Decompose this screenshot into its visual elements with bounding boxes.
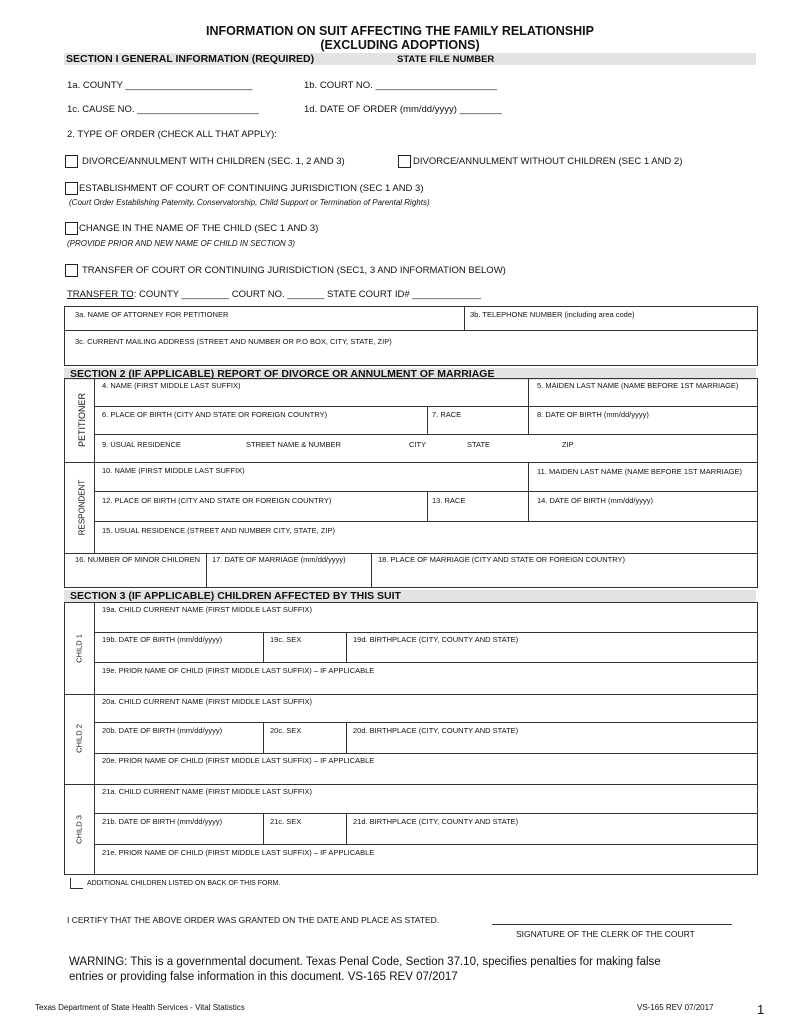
date-of-order-field[interactable]: 1d. DATE OF ORDER (mm/dd/yyyy) ________ xyxy=(304,104,502,115)
establishment-note: (Court Order Establishing Paternity, Conservatorship, Child Support or Termination of Parental Rights) xyxy=(69,198,430,207)
date-of-marriage-field[interactable]: 17. DATE OF MARRIAGE (mm/dd/yyyy) xyxy=(212,555,346,564)
additional-children-label: ADDITIONAL CHILDREN LISTED ON BACK OF THIS FORM. xyxy=(87,880,281,887)
child-1-birthplace-field[interactable]: 19d. BIRTHPLACE (CITY, COUNTY AND STATE) xyxy=(353,635,519,644)
transfer-to-fields: : COUNTY _________ COURT NO. _______ STATE COURT ID# _____________ xyxy=(133,289,481,300)
child-2-birthplace-field[interactable]: 20d. BIRTHPLACE (CITY, COUNTY AND STATE) xyxy=(353,726,519,735)
petitioner-label: PETITIONER xyxy=(77,393,87,448)
establishment-label: ESTABLISHMENT OF COURT OF CONTINUING JURISDICTION (SEC 1 AND 3) xyxy=(79,183,424,194)
establishment-checkbox[interactable] xyxy=(65,182,78,195)
petitioner-residence-field[interactable]: 9. USUAL RESIDENCE xyxy=(102,440,181,449)
child-1-label: CHILD 1 xyxy=(74,634,84,663)
divider xyxy=(427,491,428,521)
divider xyxy=(94,406,758,407)
page-number: 1 xyxy=(757,1002,765,1017)
child-2-prior-name-field[interactable]: 20e. PRIOR NAME OF CHILD (FIRST MIDDLE LAST SUFFIX) – IF APPLICABLE xyxy=(102,756,375,765)
divider xyxy=(94,521,758,522)
child-2-name-field[interactable]: 20a. CHILD CURRENT NAME (FIRST MIDDLE LAST SUFFIX) xyxy=(102,697,313,706)
child-1-name-field[interactable]: 19a. CHILD CURRENT NAME (FIRST MIDDLE LAST SUFFIX) xyxy=(102,605,313,614)
respondent-name-field[interactable]: 10. NAME (FIRST MIDDLE LAST SUFFIX) xyxy=(102,466,245,475)
child-3-prior-name-field[interactable]: 21e. PRIOR NAME OF CHILD (FIRST MIDDLE LAST SUFFIX) – IF APPLICABLE xyxy=(102,848,375,857)
child-3-sex-field[interactable]: 21c. SEX xyxy=(270,817,302,826)
footer-form-id: VS-165 REV 07/2017 xyxy=(637,1003,714,1012)
child-3-birthplace-field[interactable]: 21d. BIRTHPLACE (CITY, COUNTY AND STATE) xyxy=(353,817,519,826)
name-change-label: CHANGE IN THE NAME OF THE CHILD (SEC 1 AND 3) xyxy=(79,223,319,234)
type-of-order-label: 2. TYPE OF ORDER (CHECK ALL THAT APPLY): xyxy=(67,129,277,140)
petitioner-dob-field[interactable]: 8. DATE OF BIRTH (mm/dd/yyyy) xyxy=(537,410,649,419)
respondent-race-field[interactable]: 13. RACE xyxy=(432,496,466,505)
divider xyxy=(346,722,347,753)
child-1-sex-field[interactable]: 19c. SEX xyxy=(270,635,302,644)
warning-line-1: WARNING: This is a governmental document. Texas Penal Code, Section 37.10, specifies penalties for making false xyxy=(69,956,661,968)
divider xyxy=(94,491,758,492)
additional-children-checkbox[interactable] xyxy=(70,878,83,889)
attorney-name-field[interactable]: 3a. NAME OF ATTORNEY FOR PETITIONER xyxy=(75,310,229,319)
transfer-to-line[interactable] xyxy=(67,289,481,300)
divider xyxy=(263,632,264,662)
name-change-note: (PROVIDE PRIOR AND NEW NAME OF CHILD IN SECTION 3) xyxy=(67,239,296,248)
transfer-to-label: TRANSFER TO xyxy=(67,289,134,300)
divider xyxy=(94,753,758,754)
child-3-name-field[interactable]: 21a. CHILD CURRENT NAME (FIRST MIDDLE LAST SUFFIX) xyxy=(102,787,313,796)
divider xyxy=(94,378,95,553)
divider xyxy=(427,406,428,434)
section1-title: SECTION I GENERAL INFORMATION (REQUIRED) xyxy=(66,53,315,65)
divider xyxy=(64,553,758,554)
section3-title: SECTION 3 (IF APPLICABLE) CHILDREN AFFECTED BY THIS SUIT xyxy=(70,590,401,602)
divider xyxy=(94,602,95,875)
divorce-with-children-label: DIVORCE/ANNULMENT WITH CHILDREN (SEC. 1, 2 AND 3) xyxy=(82,156,345,167)
respondent-dob-field[interactable]: 14. DATE OF BIRTH (mm/dd/yyyy) xyxy=(537,496,653,505)
divider xyxy=(64,462,758,463)
child-3-dob-field[interactable]: 21b. DATE OF BIRTH (mm/dd/yyyy) xyxy=(102,817,223,826)
minor-children-field[interactable]: 16. NUMBER OF MINOR CHILDREN xyxy=(75,555,201,564)
respondent-label: RESPONDENT xyxy=(77,479,87,536)
divider xyxy=(94,662,758,663)
respondent-birthplace-field[interactable]: 12. PLACE OF BIRTH (CITY AND STATE OR FOREIGN COUNTRY) xyxy=(102,496,332,505)
divider xyxy=(94,632,758,633)
divider xyxy=(94,722,758,723)
transfer-checkbox[interactable] xyxy=(65,264,78,277)
section2-title: SECTION 2 (IF APPLICABLE) REPORT OF DIVORCE OR ANNULMENT OF MARRIAGE xyxy=(70,368,495,380)
form-subtitle: (EXCLUDING ADOPTIONS) xyxy=(320,38,480,52)
residence-city-label: CITY xyxy=(409,440,427,449)
divider xyxy=(263,813,264,844)
court-no-field[interactable]: 1b. COURT NO. _______________________ xyxy=(304,80,497,91)
place-of-marriage-field[interactable]: 18. PLACE OF MARRIAGE (CITY AND STATE OR FOREIGN COUNTRY) xyxy=(378,555,625,564)
child-3-label: CHILD 3 xyxy=(74,815,84,844)
child-1-prior-name-field[interactable]: 19e. PRIOR NAME OF CHILD (FIRST MIDDLE LAST SUFFIX) – IF APPLICABLE xyxy=(102,666,375,675)
petitioner-birthplace-field[interactable]: 6. PLACE OF BIRTH (CITY AND STATE OR FOREIGN COUNTRY) xyxy=(102,410,328,419)
divider xyxy=(464,306,465,330)
residence-street-label: STREET NAME & NUMBER xyxy=(246,440,341,449)
transfer-label: TRANSFER OF COURT OR CONTINUING JURISDICTION (SEC1, 3 AND INFORMATION BELOW) xyxy=(82,265,506,276)
divider xyxy=(64,694,758,695)
warning-line-2: entries or providing false information in this document. VS-165 REV 07/2017 xyxy=(69,971,458,983)
child-2-label: CHILD 2 xyxy=(74,724,84,753)
form-title: INFORMATION ON SUIT AFFECTING THE FAMILY RELATIONSHIP xyxy=(206,24,594,38)
state-file-number-label: STATE FILE NUMBER xyxy=(397,54,495,65)
divider xyxy=(206,553,207,588)
divider xyxy=(64,784,758,785)
certification-text: I CERTIFY THAT THE ABOVE ORDER WAS GRANTED ON THE DATE AND PLACE AS STATED. xyxy=(67,915,440,925)
footer-agency: Texas Department of State Health Services - Vital Statistics xyxy=(35,1003,245,1012)
divider xyxy=(528,378,529,434)
petitioner-race-field[interactable]: 7. RACE xyxy=(432,410,462,419)
telephone-field[interactable]: 3b. TELEPHONE NUMBER (including area code) xyxy=(470,310,635,319)
respondent-maiden-name-field[interactable]: 11. MAIDEN LAST NAME (NAME BEFORE 1ST MARRIAGE) xyxy=(537,467,743,476)
divider xyxy=(346,632,347,662)
divider xyxy=(94,844,758,845)
divider xyxy=(94,434,758,435)
divorce-without-children-label: DIVORCE/ANNULMENT WITHOUT CHILDREN (SEC 1 AND 2) xyxy=(413,156,683,167)
petitioner-maiden-name-field[interactable]: 5. MAIDEN LAST NAME (NAME BEFORE 1ST MARRIAGE) xyxy=(537,381,739,390)
signature-line[interactable] xyxy=(492,924,732,925)
mailing-address-field[interactable]: 3c. CURRENT MAILING ADDRESS (STREET AND NUMBER OR P.O BOX, CITY, STATE, ZIP) xyxy=(75,337,392,346)
residence-zip-label: ZIP xyxy=(562,440,574,449)
divider xyxy=(64,330,758,331)
name-change-checkbox[interactable] xyxy=(65,222,78,235)
county-field[interactable]: 1a. COUNTY ________________________ xyxy=(67,80,253,91)
divorce-with-children-checkbox[interactable] xyxy=(65,155,78,168)
divider xyxy=(94,813,758,814)
cause-no-field[interactable]: 1c. CAUSE NO. _______________________ xyxy=(67,104,259,115)
respondent-residence-field[interactable]: 15. USUAL RESIDENCE (STREET AND NUMBER CITY, STATE, ZIP) xyxy=(102,526,335,535)
signature-label: SIGNATURE OF THE CLERK OF THE COURT xyxy=(516,929,695,939)
residence-state-label: STATE xyxy=(467,440,491,449)
divider xyxy=(371,553,372,588)
child-1-dob-field[interactable]: 19b. DATE OF BIRTH (mm/dd/yyyy) xyxy=(102,635,223,644)
divider xyxy=(346,813,347,844)
divider xyxy=(528,462,529,521)
child-2-dob-field[interactable]: 20b. DATE OF BIRTH (mm/dd/yyyy) xyxy=(102,726,223,735)
child-2-sex-field[interactable]: 20c. SEX xyxy=(270,726,302,735)
divider xyxy=(263,722,264,753)
divorce-without-children-checkbox[interactable] xyxy=(398,155,411,168)
petitioner-name-field[interactable]: 4. NAME (FIRST MIDDLE LAST SUFFIX) xyxy=(102,381,241,390)
